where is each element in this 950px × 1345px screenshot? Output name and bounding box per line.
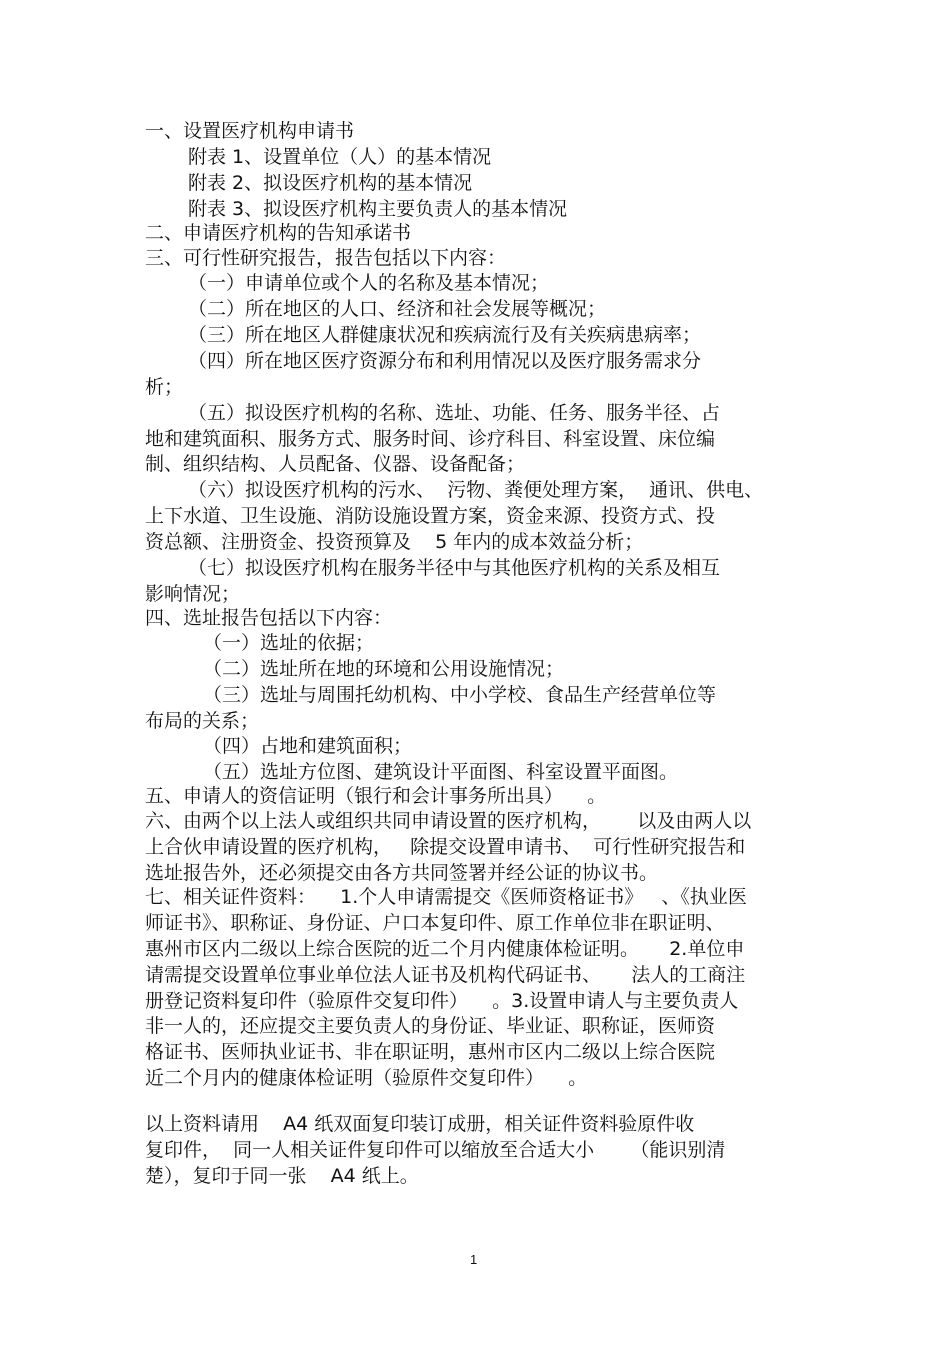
closing-line: 楚），复印于同一张 A4 纸上。 <box>145 1165 419 1187</box>
text-line: 近二个月内的健康体检证明（验原件交复印件） 。 <box>145 1067 588 1089</box>
text-line: （四）所在地区医疗资源分布和利用情况以及医疗服务需求分 <box>188 350 702 372</box>
heading-2: 二、申请医疗机构的告知承诺书 <box>145 222 412 244</box>
heading-6: 六、由两个以上法人或组织共同申请设置的医疗机构， 以及由两人以 <box>145 810 752 832</box>
closing-line: 以上资料请用 A4 纸双面复印装订成册，相关证件资料验原件收 <box>145 1113 695 1135</box>
text-line: （六）拟设医疗机构的污水、 污物、粪便处理方案， 通讯、供电、 <box>188 479 764 501</box>
page-number: 1 <box>470 1252 478 1267</box>
heading-1: 一、设置医疗机构申请书 <box>145 120 355 142</box>
text-line: 地和建筑面积、服务方式、服务时间、诊疗科目、科室设置、床位编 <box>145 428 716 450</box>
text-line: 制、组织结构、人员配备、仪器、设备配备； <box>145 453 526 475</box>
text-line: （五）拟设医疗机构的名称、选址、功能、任务、服务半径、占 <box>188 402 721 424</box>
text-line: 析； <box>145 376 184 398</box>
text-line: 格证书、医师执业证书、非在职证明，惠州市区内二级以上综合医院 <box>145 1041 716 1063</box>
text-line: （三）所在地区人群健康状况和疾病流行及有关疾病患病率； <box>188 324 702 346</box>
text-line: （五）选址方位图、建筑设计平面图、科室设置平面图。 <box>203 761 679 783</box>
text-line: 册登记资料复印件（验原件交复印件） 。3.设置申请人与主要负责人 <box>145 990 739 1012</box>
text-line: 上下水道、卫生设施、消防设施设置方案，资金来源、投资方式、投 <box>145 505 716 527</box>
text-line: （三）选址与周围托幼机构、中小学校、食品生产经营单位等 <box>203 684 717 706</box>
text-line: （一）选址的依据； <box>203 632 375 654</box>
text-line: 非一人的，还应提交主要负责人的身份证、毕业证、职称证，医师资 <box>145 1015 716 1037</box>
text-line: （四）占地和建筑面积； <box>203 735 413 757</box>
heading-7: 七、相关证件资料： 1.个人申请需提交《医师资格证书》 、《执业医 <box>145 886 747 908</box>
closing-line: 复印件， 同一人相关证件复印件可以缩放至合适大小 （能识别清 <box>145 1139 726 1161</box>
text-line: （一）申请单位或个人的名称及基本情况； <box>188 272 550 294</box>
text-line: 上合伙申请设置的医疗机构， 除提交设置申请书、 可行性研究报告和 <box>145 836 746 858</box>
text-line: 师证书》、职称证、身份证、户口本复印件、原工作单位非在职证明、 <box>145 912 725 934</box>
heading-5: 五、申请人的资信证明（银行和会计事务所出具） 。 <box>145 785 607 807</box>
text-line: 布局的关系； <box>145 710 260 732</box>
heading-3: 三、可行性研究报告，报告包括以下内容： <box>145 247 507 269</box>
text-line: 惠州市区内二级以上综合医院的近二个月内健康体检证明。 2.单位申 <box>145 938 745 960</box>
text-line: （二）选址所在地的环境和公用设施情况； <box>203 658 565 680</box>
text-line: （七）拟设医疗机构在服务半径中与其他医疗机构的关系及相互 <box>188 557 721 579</box>
text-line: 影响情况； <box>145 583 241 605</box>
text-line: 选址报告外，还必须提交由各方共同签署并经公证的协议书。 <box>145 862 659 884</box>
text-line: （二）所在地区的人口、经济和社会发展等概况； <box>188 298 607 320</box>
text-line: 请需提交设置单位事业单位法人证书及机构代码证书、 法人的工商注 <box>145 964 746 986</box>
heading-4: 四、选址报告包括以下内容： <box>145 607 393 629</box>
text-line: 资总额、注册资金、投资预算及 5 年内的成本效益分析； <box>145 531 644 553</box>
appendix-2: 附表 2、拟设医疗机构的基本情况 <box>188 172 473 194</box>
appendix-1: 附表 1、设置单位（人）的基本情况 <box>188 146 492 168</box>
appendix-3: 附表 3、拟设医疗机构主要负责人的基本情况 <box>188 198 568 220</box>
